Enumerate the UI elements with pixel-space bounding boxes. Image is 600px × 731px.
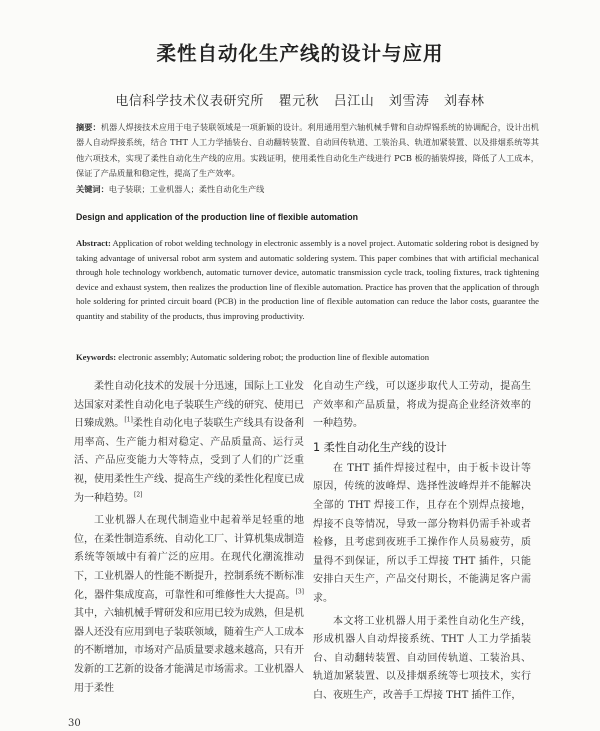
section-heading: 1 柔性自动化生产线的设计: [313, 440, 447, 454]
abstract-cn-text: 机器人焊接技术应用于电子装联领域是一项新颖的设计。利用通用型六轴机械手臂和自动焊锡系统的协调配合，设计出机器人自动焊接系统，结合 THT 人工力学插装台、自动翻转装置、自动回传轨道、工装治具、轨道加紧装置、以及排烟系统等其他六项技术，实现了柔性自动化生产线的应用。实践证明，使用柔性自动化生产线进行 PCB 板的插装焊接，降低了人工成本，保证了产品质量和稳定性，提高了生产效率。: [76, 122, 539, 179]
citation: [3]: [295, 588, 304, 596]
keywords-cn: [76, 182, 539, 197]
abstract-en-label: Abstract:: [76, 238, 111, 248]
citation: [2]: [134, 491, 143, 499]
body-paragraph: 化自动生产线，可以逐步取代人工劳动，提高生产效率和产品质量，将成为提高企业经济效率的一种趋势。: [313, 381, 531, 430]
citation: [1]: [124, 416, 133, 424]
keywords-en-label: Keywords:: [76, 352, 117, 362]
keywords-cn-text: 电子装联；工业机器人；柔性自动化生产线: [108, 184, 265, 194]
keywords-en: [76, 352, 546, 362]
paper-title: 柔性自动化生产线的设计与应用: [156, 42, 444, 65]
body-paragraph: 本文将工业机器人用于柔性自动化生产线，形成机器人自动焊接系统、THT 人工力学插装台、自动翻转装置、自动回传轨道、工装治具、轨道加紧装置、以及排烟系统等七项技术，实行白、夜班生产，改善手工焊接 THT 插件工作，: [313, 615, 531, 701]
author-name: 刘春林: [444, 94, 485, 109]
affiliation: 电信科学技术仪表研究所: [115, 94, 264, 109]
abstract-cn-label: 摘要：: [76, 122, 101, 132]
body-paragraph: 在 THT 插件焊接过程中，由于板卡设计等原因，传统的波峰焊、选择性波峰焊并不能解决全部的 THT 焊接工作，且存在个别焊点接地，焊接不良等情况，导致一部分物料仍需手补或者检修，且考虑到夜班手工操作作人员易疲劳，质量得不到保证，所以手工焊接 THT 插件，只能安排白天生产，产品交付期长，不能满足客户需求。: [313, 462, 531, 604]
abstract-en: [76, 236, 539, 324]
body-column-right: [313, 378, 531, 706]
paragraph-text: 其中，六轴机械手臂研发和应用已较为成熟，但是机器人还没有应用到电子装联领域，随着生产人工成本的不断增加，市场对产品质量要求越来越高，只有开发新的工艺新的设备才能满足市场需求。工业机器人用于柔性: [74, 608, 304, 694]
author-line: [0, 90, 600, 109]
body-paragraph: [74, 512, 304, 698]
author-name: 瞿元秋: [278, 94, 320, 109]
paragraph-text: 柔性自动化技术的发展十分迅速，国际上工业发达国家对柔性自动化电子装联生产线的研究、使用已日臻成熟。: [74, 381, 304, 430]
body-paragraph: [74, 378, 304, 508]
author-name: 刘雪涛: [388, 94, 430, 109]
page-number: 30: [68, 718, 81, 729]
body-column-left: [74, 378, 304, 698]
keywords-cn-label: 关键词：: [76, 184, 109, 194]
abstract-cn: [76, 120, 539, 182]
paragraph-text: 柔性自动化电子装联生产线具有设备利用率高、生产能力相对稳定、产品质量高、运行灵活、产品应变能力大等特点，受到了人们的广泛重视，使用柔性生产线、提高生产线的柔性化程度已成为一种趋势。: [74, 418, 305, 504]
abstract-en-text: Application of robot welding technology in electronic assembly is a novel project. Automatic soldering robot is designed by taking advantage of universal robot arm system and automatic soldering system. This paper combines that with artificial mechanical through hole technology workbench, automatic turnover device, automatic transmission cycle track, tooling fixtures, track tightening device and exhaust system, then realizes the production line of flexible automation. Practice has proven that the application of through hole soldering for printed circuit board (PCB) in the production line of flexible automation can reduce the labor costs, guarantee the quantity and stability of the products, thus improving productivity.: [76, 238, 539, 321]
english-title: Design and application of the production line of flexible automation: [76, 212, 358, 222]
author-name: 吕江山: [333, 94, 375, 109]
keywords-en-text: electronic assembly; Automatic soldering robot; the production line of flexible automation: [118, 352, 429, 362]
paragraph-text: 工业机器人在现代制造业中起着举足轻重的地位，在柔性制造系统、自动化工厂、计算机集成制造系统等领域中有着广泛的应用。在现代化潮流推动下，工业机器人的性能不断提升，控制系统不断标准化，器件集成度高，可靠性和可维修性大大提高。: [74, 515, 304, 601]
